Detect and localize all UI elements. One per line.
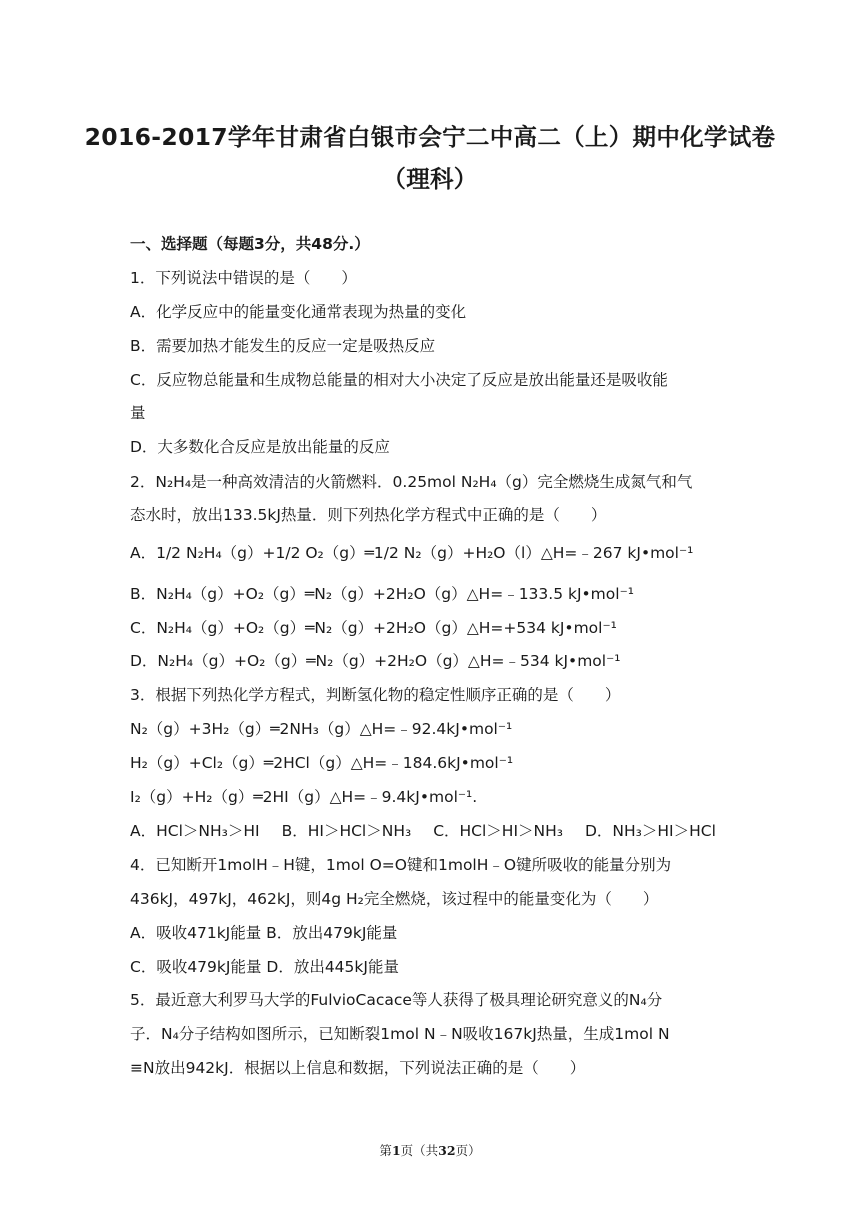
q1-option-d: D．大多数化合反应是放出能量的反应 bbox=[130, 438, 390, 456]
q1-option-c-line1: C．反应物总能量和生成物总能量的相对大小决定了反应是放出能量还是吸收能 bbox=[130, 371, 668, 389]
q2-option-b: B．N₂H₄（g）+O₂（g）═N₂（g）+2H₂O（g）△H=﹣133.5 kJ•mol⁻¹ bbox=[130, 585, 634, 603]
q3-equation-3: I₂（g）+H₂（g）═2HI（g）△H=﹣9.4kJ•mol⁻¹. bbox=[130, 788, 478, 806]
q3-option-a: A．HCl＞NH₃＞HI bbox=[130, 822, 260, 840]
q2-stem-line2: 态水时，放出133.5kJ热量．则下列热化学方程式中正确的是（ ） bbox=[130, 506, 607, 524]
document-title: 2016-2017学年甘肃省白银市会宁二中高二（上）期中化学试卷 bbox=[84, 123, 776, 151]
q3-option-c: C．HCl＞HI＞NH₃ bbox=[433, 822, 563, 840]
q2-option-a: A．1/2 N₂H₄（g）+1/2 O₂（g）═1/2 N₂（g）+H₂O（l）△H=﹣267 kJ•mol⁻¹ bbox=[130, 544, 694, 562]
q3-options bbox=[130, 821, 716, 841]
page-total: 32 bbox=[438, 1143, 456, 1158]
section-heading: 一、选择题（每题3分，共48分.） bbox=[130, 235, 370, 253]
q2-option-c: C．N₂H₄（g）+O₂（g）═N₂（g）+2H₂O（g）△H=+534 kJ•mol⁻¹ bbox=[130, 619, 617, 637]
q1-stem: 1．下列说法中错误的是（ ） bbox=[130, 269, 357, 287]
q1-option-b: B．需要加热才能发生的反应一定是吸热反应 bbox=[130, 337, 436, 355]
q5-stem-line2: 子．N₄分子结构如图所示，已知断裂1mol N﹣N吸收167kJ热量，生成1mol N bbox=[130, 1025, 670, 1043]
q2-option-d: D．N₂H₄（g）+O₂（g）═N₂（g）+2H₂O（g）△H=﹣534 kJ•mol⁻¹ bbox=[130, 652, 621, 670]
document-subtitle: （理科） bbox=[382, 165, 478, 193]
q1-option-c-line2: 量 bbox=[130, 404, 146, 422]
q4-stem-line1: 4．已知断开1molH﹣H键，1mol O=O键和1molH﹣O键所吸收的能量分别为 bbox=[130, 856, 672, 874]
q2-stem-line1: 2．N₂H₄是一种高效清洁的火箭燃料．0.25mol N₂H₄（g）完全燃烧生成氮气和气 bbox=[130, 473, 693, 491]
q3-equation-1: N₂（g）+3H₂（g）═2NH₃（g）△H=﹣92.4kJ•mol⁻¹ bbox=[130, 720, 513, 738]
q1-option-a: A．化学反应中的能量变化通常表现为热量的变化 bbox=[130, 303, 467, 321]
page-number: 1 bbox=[391, 1143, 401, 1158]
q4-stem-line2: 436kJ，497kJ，462kJ，则4g H₂完全燃烧，该过程中的能量变化为（ ） bbox=[130, 890, 659, 908]
q5-stem-line1: 5．最近意大利罗马大学的FulvioCacace等人获得了极具理论研究意义的N₄分 bbox=[130, 991, 663, 1009]
q3-stem: 3．根据下列热化学方程式，判断氢化物的稳定性顺序正确的是（ ） bbox=[130, 686, 621, 704]
q4-options-cd: C．吸收479kJ能量 D．放出445kJ能量 bbox=[130, 958, 399, 976]
q4-options-ab: A．吸收471kJ能量 B．放出479kJ能量 bbox=[130, 924, 398, 942]
q3-option-d: D．NH₃＞HI＞HCl bbox=[585, 822, 716, 840]
q5-stem-line3: ≡N放出942kJ．根据以上信息和数据，下列说法正确的是（ ） bbox=[130, 1059, 586, 1077]
q3-option-b: B．HI＞HCl＞NH₃ bbox=[281, 822, 412, 840]
page-footer: 第1页（共32页） bbox=[379, 1143, 481, 1158]
q3-equation-2: H₂（g）+Cl₂（g）═2HCl（g）△H=﹣184.6kJ•mol⁻¹ bbox=[130, 754, 514, 772]
